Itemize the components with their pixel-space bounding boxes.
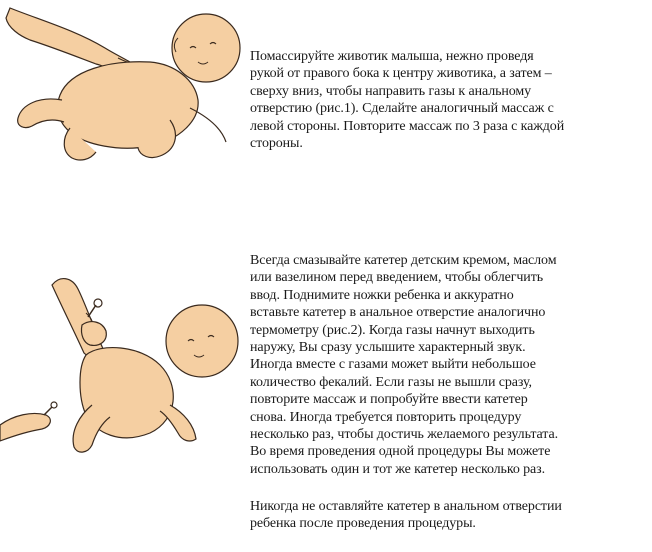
massage-instructions: Помассируйте животик малыша, нежно проведя рукой от правого бока к центру животика, а затем – сверху вниз, чтобы направить газы к анальному отверстию (рис.1). Сделайте аналогичный массаж с левой стороны. Повторите массаж по 3 раза с каждой стороны. [250, 49, 565, 152]
baby-head [166, 305, 238, 377]
baby-massage-illustration [0, 0, 245, 175]
baby-arm [160, 405, 196, 441]
baby-head [172, 14, 240, 82]
adult-hand [81, 322, 106, 346]
baby-body [58, 62, 198, 148]
catheter [88, 305, 96, 317]
baby-leg [18, 99, 64, 128]
catheter-warning: Никогда не оставляйте катетер в анальном отверстии ребенка после проведения процедуры. [250, 499, 562, 532]
adult-hand [0, 413, 50, 441]
catheter-instructions: Всегда смазывайте катетер детским кремом, маслом или вазелином перед введением, чтобы облегчить ввод. Поднимите ножки ребенка и аккуратно вставьте катетер в анальное отверстие аналогично термометру (рис.2). Когда газы начнут выходить наружу, Вы сразу услышите характерный звук. Иногда вместе с газами может выйти небольшое количество фекалий. Если газы не вышли сразу, повторите массаж и попробуйте ввести катетер снова. Иногда требуется повторить процедуру несколько раз, чтобы достичь желаемого результата. Во время проведения одной процедуры Вы можете использовать один и тот же катетер несколько раз. [250, 253, 558, 477]
baby-catheter-illustration [0, 255, 245, 485]
